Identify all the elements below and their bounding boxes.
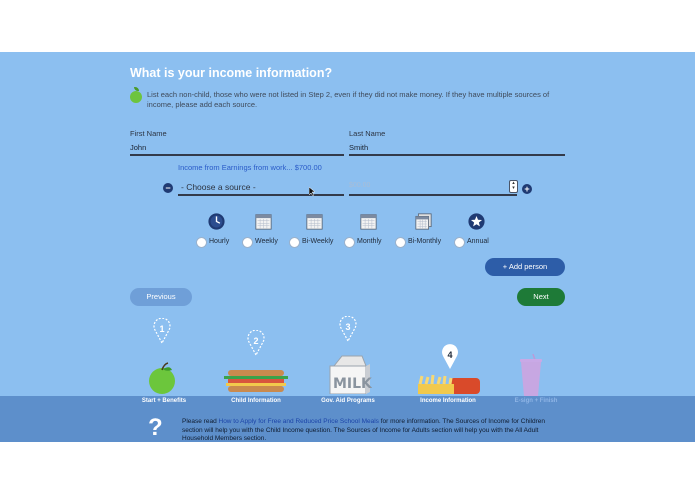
help-guide-link[interactable]: How to Apply for Free and Reduced Price School Meals xyxy=(218,418,379,425)
first-name-underline xyxy=(130,154,344,156)
minus-icon: − xyxy=(165,183,171,193)
add-person-button[interactable]: + Add person xyxy=(485,258,565,276)
income-step-app xyxy=(0,52,695,442)
help-question-icon: ? xyxy=(148,414,163,441)
radio-label-weekly: Weekly xyxy=(255,238,278,245)
radio-label-bi-weekly: Bi-Weekly xyxy=(302,238,334,245)
last-name-label: Last Name xyxy=(349,129,386,138)
star-icon xyxy=(468,213,485,230)
step-3-number: 3 xyxy=(345,322,351,332)
next-button[interactable]: Next xyxy=(517,288,565,306)
instructions-note: List each non-child, those who were not listed in Step 2, even if they did not make money. If they have multiple sources of income, please add each source. xyxy=(147,90,550,109)
mouse-cursor-icon xyxy=(309,187,316,196)
radio-label-annual: Annual xyxy=(467,238,489,245)
cup-icon xyxy=(518,354,544,396)
step-2-number: 2 xyxy=(253,336,259,346)
calendar-stack-icon xyxy=(415,213,432,230)
source-select-underline xyxy=(178,194,344,196)
add-source-button[interactable] xyxy=(522,184,532,194)
step-2-label[interactable]: Child Information xyxy=(231,398,281,404)
page-title: What is your income information? xyxy=(130,66,333,80)
income-summary-link[interactable]: Income from Earnings from work... $700.00 xyxy=(178,163,322,172)
step-5-label: E-sign + Finish xyxy=(514,398,558,404)
svg-text:MILK: MILK xyxy=(333,376,372,392)
help-text xyxy=(182,418,562,442)
radio-bi-weekly[interactable] xyxy=(289,237,300,248)
apple-icon xyxy=(130,91,142,103)
first-name-label: First Name xyxy=(130,129,167,138)
step-4-number: 4 xyxy=(447,350,453,360)
milk-carton-icon xyxy=(328,354,372,394)
amount-stepper[interactable]: ▴ ▾ xyxy=(509,180,518,193)
previous-button[interactable]: Previous xyxy=(130,288,192,306)
radio-annual[interactable] xyxy=(454,237,465,248)
amount-input[interactable]: $00.00 xyxy=(349,182,371,189)
clock-icon xyxy=(208,213,225,230)
step-1-number: 1 xyxy=(159,324,165,334)
radio-bi-monthly[interactable] xyxy=(395,237,406,248)
radio-hourly[interactable] xyxy=(196,237,207,248)
radio-weekly[interactable] xyxy=(242,237,253,248)
amount-underline xyxy=(349,194,517,196)
radio-monthly[interactable] xyxy=(344,237,355,248)
help-prefix: Please read xyxy=(182,418,219,425)
help-suffix: for more information. The Sources of Income for Children section will help you with the Child Income question. The Sources of Income for Adults section will help you with the All Adult Household Members section. xyxy=(182,418,545,442)
calendar-icon xyxy=(306,213,323,230)
fries-icon xyxy=(416,374,482,396)
apple-icon xyxy=(146,362,178,394)
step-3-label[interactable]: Gov. Aid Programs xyxy=(321,398,375,404)
step-1-label[interactable]: Start + Benefits xyxy=(141,398,187,404)
radio-label-bi-monthly: Bi-Monthly xyxy=(408,238,442,245)
radio-label-hourly: Hourly xyxy=(209,238,230,245)
last-name-field[interactable]: Smith xyxy=(349,143,369,152)
remove-source-button[interactable] xyxy=(163,183,173,193)
first-name-field[interactable]: John xyxy=(130,143,147,152)
sandwich-icon xyxy=(222,368,290,394)
calendar-icon xyxy=(255,213,272,230)
calendar-icon xyxy=(360,213,377,230)
step-4-label[interactable]: Income Information xyxy=(420,398,476,404)
source-select[interactable]: - Choose a source - xyxy=(181,182,256,192)
radio-label-monthly: Monthly xyxy=(357,238,382,245)
plus-icon: + xyxy=(524,184,530,194)
last-name-underline xyxy=(349,154,565,156)
